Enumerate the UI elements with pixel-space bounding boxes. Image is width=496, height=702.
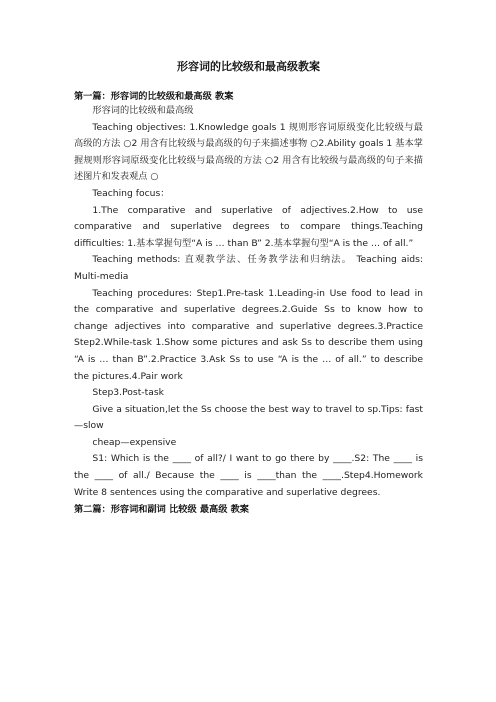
- paragraph-methods: Teaching methods: 直观教学法、任务教学法和归纳法。 Teaching aids: Multi-media: [74, 254, 423, 282]
- paragraph-post-task: Step3.Post-task: [92, 387, 164, 399]
- paragraph-subtitle: 形容词的比较级和最高级: [92, 105, 194, 116]
- section-heading-1: 第一篇：形容词的比较级和最高级 教案: [74, 91, 234, 102]
- paragraph-focus-label: Teaching focus：: [92, 187, 170, 199]
- paragraph-situation: Give a situation,let the Ss choose the best way to travel to sp.Tips: fast—slow: [74, 403, 423, 432]
- paragraph-tips: cheap—expensive: [92, 436, 177, 448]
- paragraph-objectives: Teaching objectives: 1.Knowledge goals 1 规则形容词原级变化比较级与最高级的方法 ○2 用含有比较级与最高级的句子来描述事物 ○2.Ability goals 1 基本掌握规则形容词原级变化比较级与最高级的方法 ○2 用含有比较级与最高级的句子来描述图片和发表观点 ○: [74, 121, 423, 183]
- paragraph-focus: 1.The comparative and superlative of adjectives.2.How to use comparative and superlative degrees to compare things.Teaching difficulties: 1.基本掌握句型“A is … than B” 2.基本掌握句型“A is the … of all.”: [74, 204, 423, 249]
- document-title: 形容词的比较级和最高级教案: [177, 60, 320, 73]
- section-heading-2: 第二篇：形容词和副词 比较级 最高级 教案: [74, 504, 249, 516]
- paragraph-dialogue: S1: Which is the ____ of all?/ I want to go there by ____.S2: The ____ is the ____ of all./ Because the ____ is ____than the ____.Step4.Homework Write 8 sentences using the comparative and superlative degrees.: [74, 453, 423, 498]
- paragraph-procedures: Teaching procedures: Step1.Pre-task 1.Leading-in Use food to lead in the comparative and superlative degrees.2.Guide Ss to know how to change adjectives into comparative and superlative degrees.3.Practice Step2.While-task 1.Show some pictures and ask Ss to describe them using “A is … than B”.2.Practice 3.Ask Ss to use “A is the … of all.” to describe the pictures.4.Pair work: [74, 287, 423, 382]
